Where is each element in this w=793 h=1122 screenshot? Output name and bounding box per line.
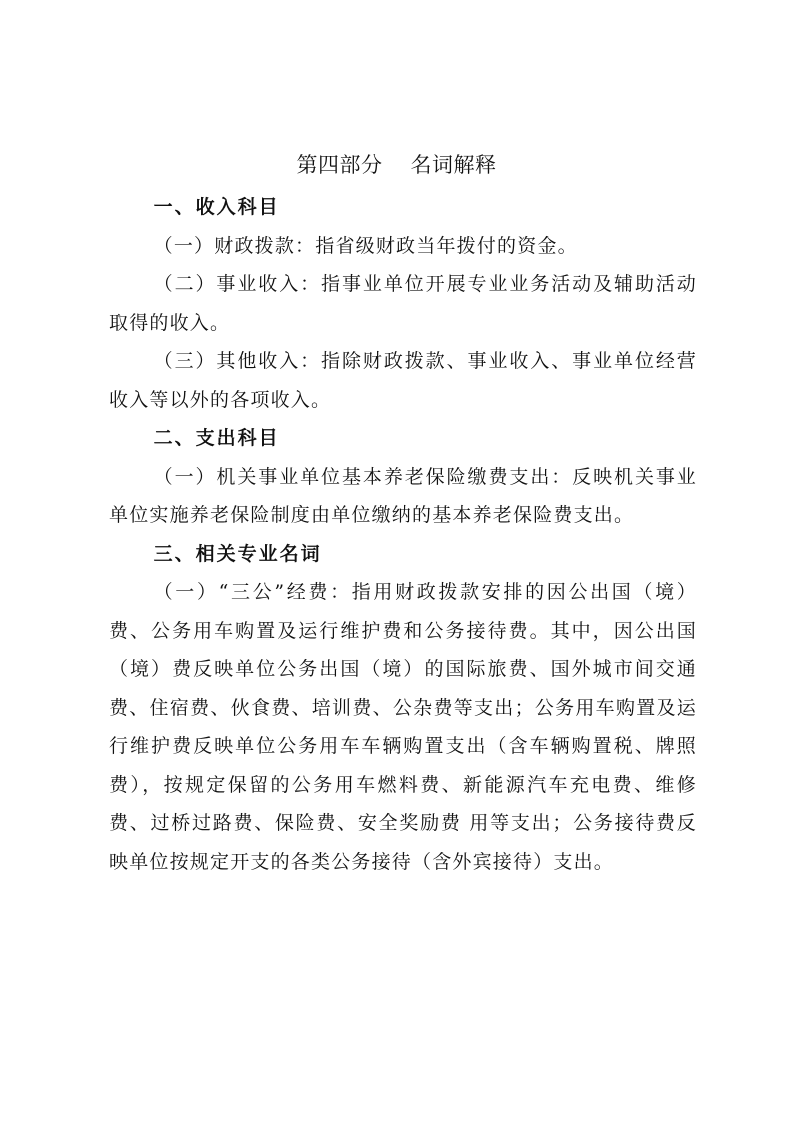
paragraph-fiscal-appropriation: （一）财政拨款：指省级财政当年拨付的资金。 xyxy=(153,234,578,257)
paragraph-other-income: （三）其他收入：指除财政拨款、事业收入、事业单位经营收入等以外的各项收入。 xyxy=(109,350,697,411)
document-body xyxy=(109,188,697,881)
section-heading-expenditure: 二、支出科目 xyxy=(153,427,280,449)
section-heading-income: 一、收入科目 xyxy=(153,196,280,218)
paragraph-three-public-expenses: （一）“三公”经费：指用财政拨款安排的因公出国（境）费、公务用车购置及运行维护费和公务接待费。其中，因公出国（境）费反映单位公务出国（境）的国际旅费、国外城市间交通费、住宿费、伙食费、培训费、公杂费等支出；公务用车购置及运行维护费反映单位公务用车车辆购置支出（含车辆购置税、牌照费），按规定保留的公务用车燃料费、新能源汽车充电费、维修费、过桥过路费、保险费、安全奖励费 用等支出；公务接待费反映单位按规定开支的各类公务接待（含外宾接待）支出。 xyxy=(109,581,697,873)
paragraph-business-income: （二）事业收入：指事业单位开展专业业务活动及辅助活动取得的收入。 xyxy=(109,273,697,334)
paragraph-pension-insurance: （一）机关事业单位基本养老保险缴费支出：反映机关事业单位实施养老保险制度由单位缴纳的基本养老保险费支出。 xyxy=(109,465,697,526)
section-heading-terms: 三、相关专业名词 xyxy=(153,542,322,565)
title-name: 名词解释 xyxy=(410,153,497,177)
title-part: 第四部分 xyxy=(296,153,383,177)
page-title xyxy=(0,150,793,180)
